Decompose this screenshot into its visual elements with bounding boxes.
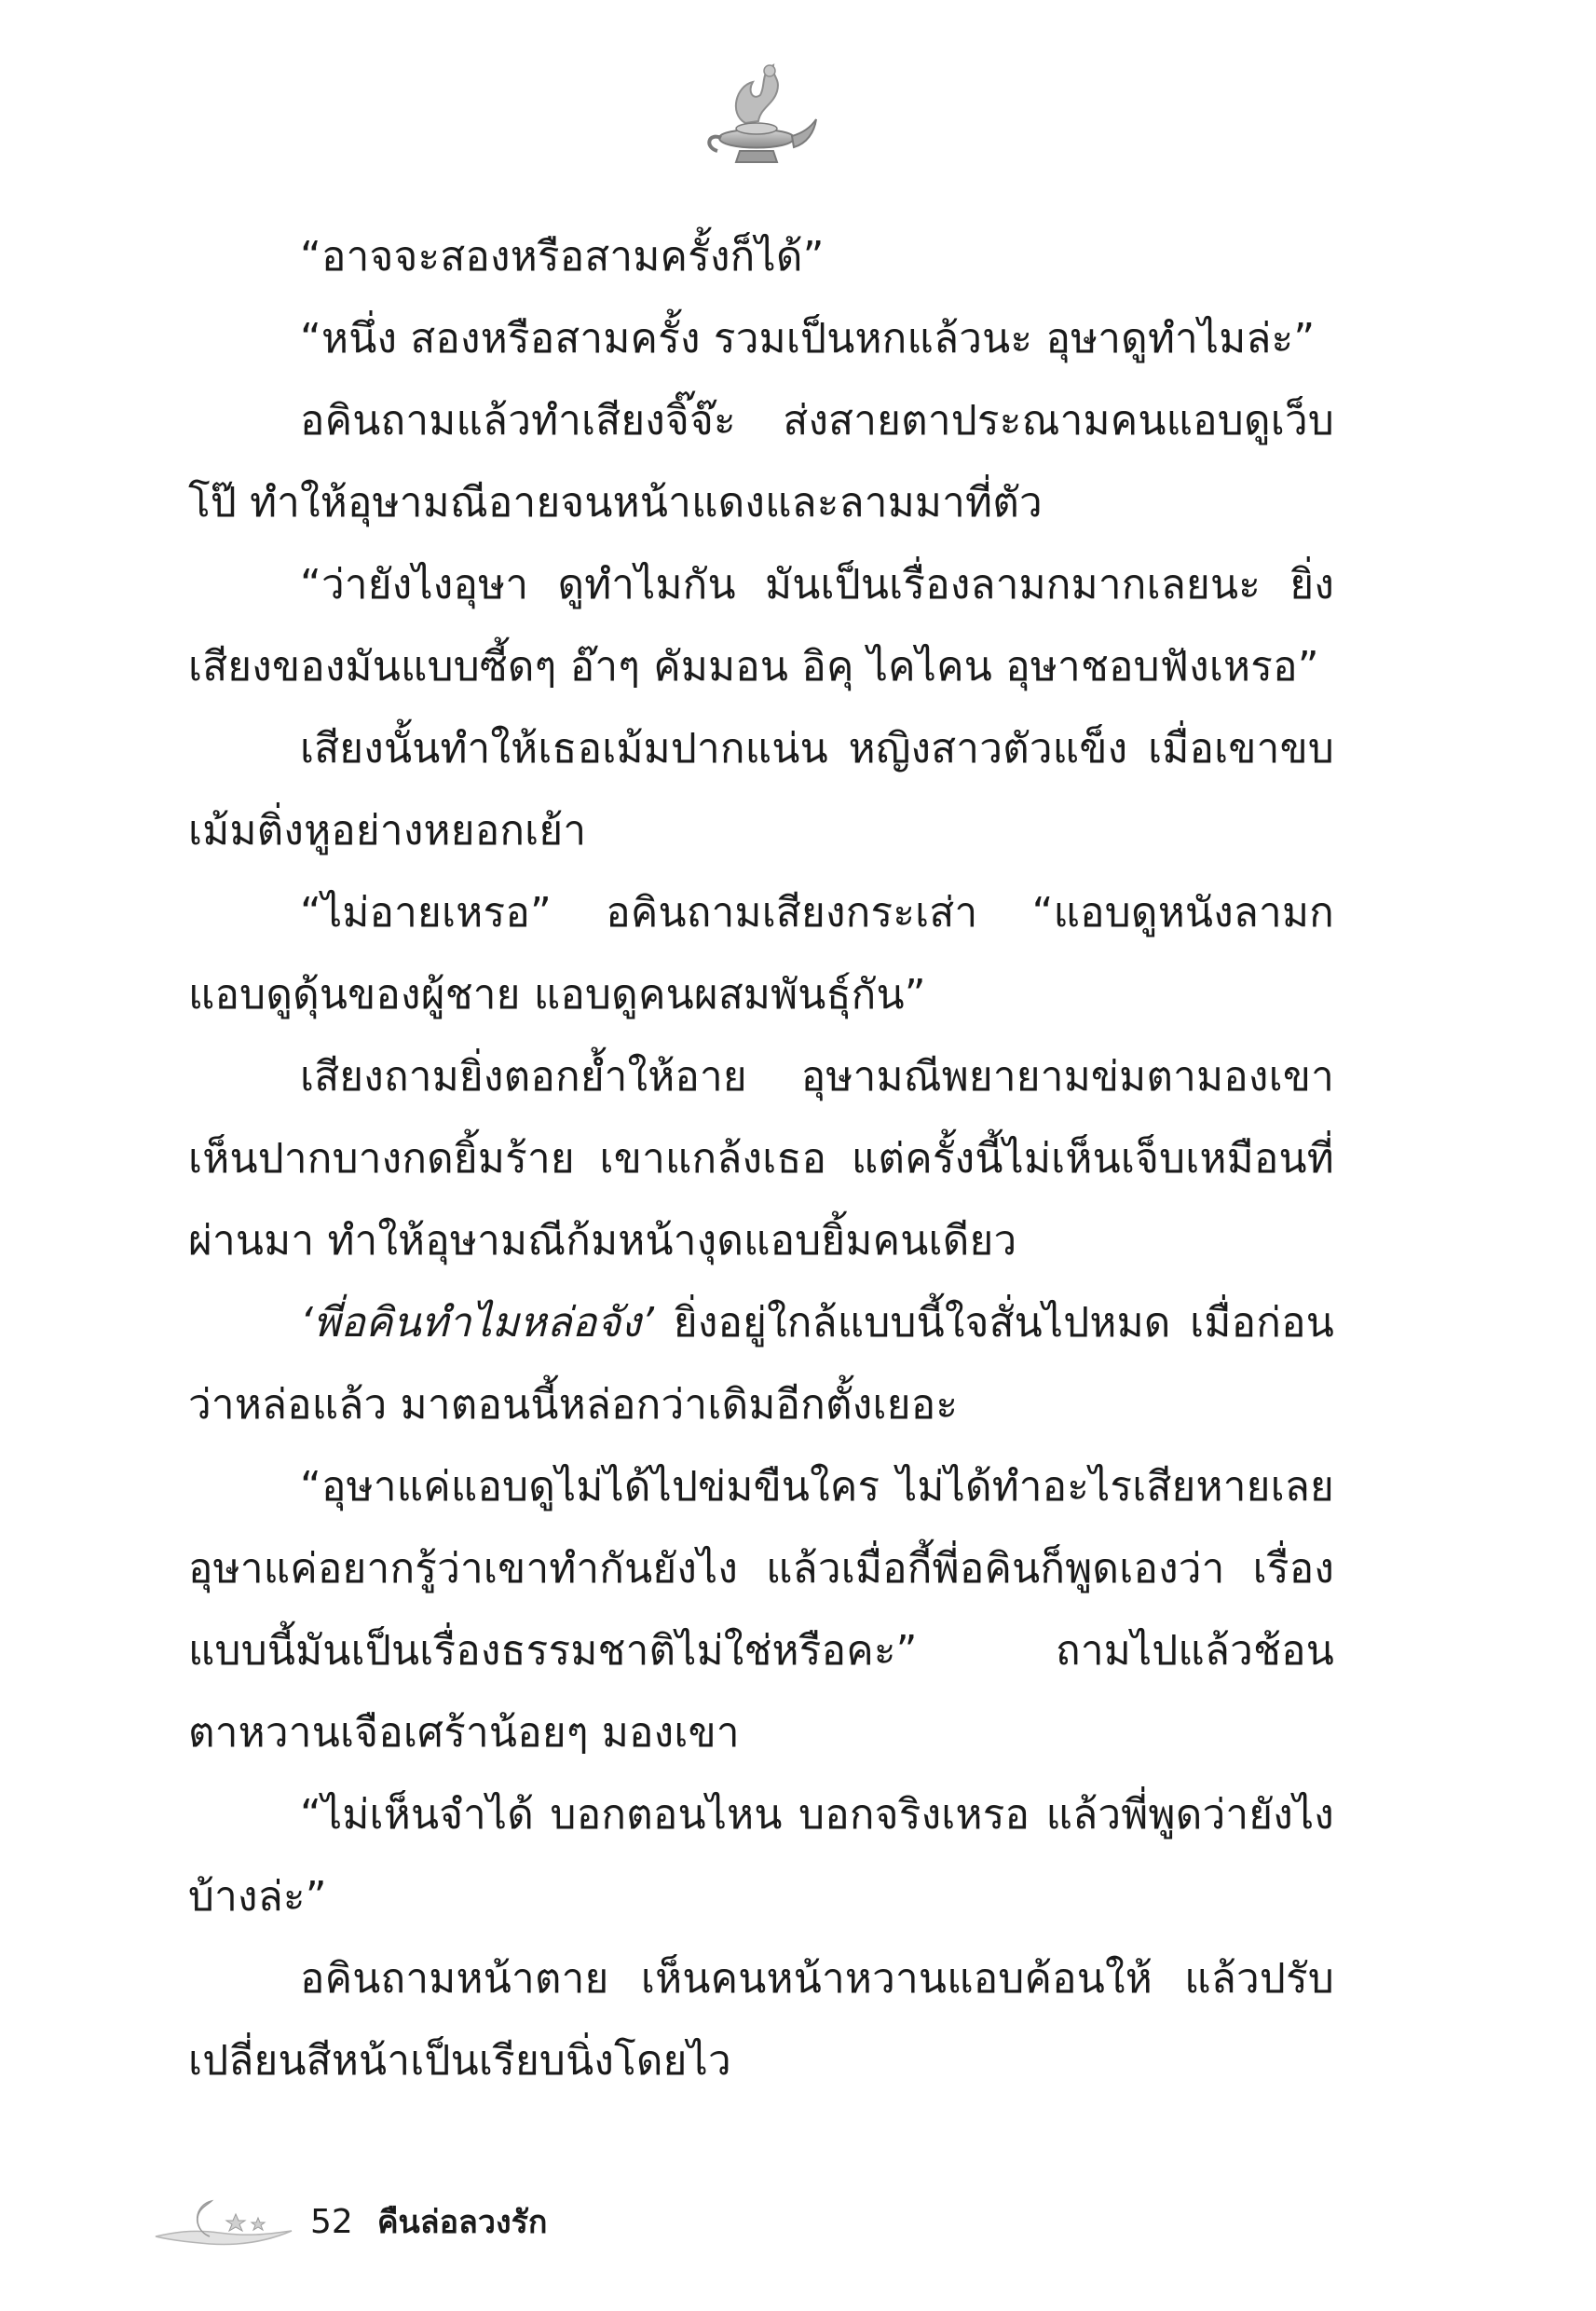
genie-lamp-icon [691,58,822,179]
paragraph: “ไม่อายเหรอ” อคินถามเสียงกระเส่า “แอบดูหนังลามก แอบดูดุ้นของผู้ชาย แอบดูคนผสมพันธุ์กัน” [188,889,1334,1019]
paragraph: เสียงถามยิ่งตอกย้ำให้อาย อุษามณีพยายามข่มตามองเขา เห็นปากบางกดยิ้มร้าย เขาแกล้งเธอ แต่ครั้งนี้ไม่เห็นเจ็บเหมือนที่ผ่านมา ทำให้อุษามณีก้มหน้างุดแอบยิ้มคนเดียว [188,1053,1334,1265]
paragraph: “อาจจะสองหรือสามครั้งก็ได้” [300,233,825,280]
paragraph: ‘พี่อคินทำไมหล่อจัง’ ยิ่งอยู่ใกล้แบบนี้ใจสั่นไปหมด เมื่อก่อนว่าหล่อแล้ว มาตอนนี้หล่อกว่าเดิมอีกตั้งเยอะ [188,1299,1334,1429]
moon-stars-icon [154,2192,293,2251]
book-title: คืนล่อลวงรัก [376,2204,548,2241]
paragraph: “อุษาแค่แอบดูไม่ได้ไปข่มขืนใคร ไม่ได้ทำอะไรเสียหายเลย อุษาแค่อยากรู้ว่าเขาทำกันยังไง แล้วเมื่อกี้พี่อคินก็พูดเองว่า เรื่องแบบนี้มันเป็นเรื่องธรรมชาติไม่ใช่หรือคะ” ถามไปแล้วช้อนตาหวานเจือเศร้าน้อยๆ มองเขา [188,1463,1334,1757]
page-number: 52 [310,2202,353,2241]
paragraph: “ว่ายังไงอุษา ดูทำไมกัน มันเป็นเรื่องลามกมากเลยนะ ยิ่งเสียงของมันแบบซี้ดๆ อ๊าๆ คัมมอน อิคุ ไคไคน อุษาชอบฟังเหรอ” [188,561,1334,691]
inner-thought: ‘พี่อคินทำไมหล่อจัง’ [300,1299,655,1347]
paragraph: อคินถามหน้าตาย เห็นคนหน้าหวานแอบค้อนให้ แล้วปรับเปลี่ยนสีหน้าเป็นเรียบนิ่งโดยไว [188,1955,1334,2085]
paragraph: เสียงนั้นทำให้เธอเม้มปากแน่น หญิงสาวตัวแข็ง เมื่อเขาขบเม้มติ่งหูอย่างหยอกเย้า [188,725,1334,855]
paragraph: อคินถามแล้วทำเสียงจิ๊จ๊ะ ส่งสายตาประณามคนแอบดูเว็บโป๊ ทำให้อุษามณีอายจนหน้าแดงและลามมาที่ตัว [188,397,1334,526]
page-footer [154,2192,547,2251]
paragraph: “ไม่เห็นจำได้ บอกตอนไหน บอกจริงเหรอ แล้วพี่พูดว่ายังไงบ้างล่ะ” [188,1791,1334,1921]
body-text [188,216,1334,2102]
paragraph: “หนึ่ง สองหรือสามครั้ง รวมเป็นหกแล้วนะ อุษาดูทำไมล่ะ” [300,315,1316,362]
